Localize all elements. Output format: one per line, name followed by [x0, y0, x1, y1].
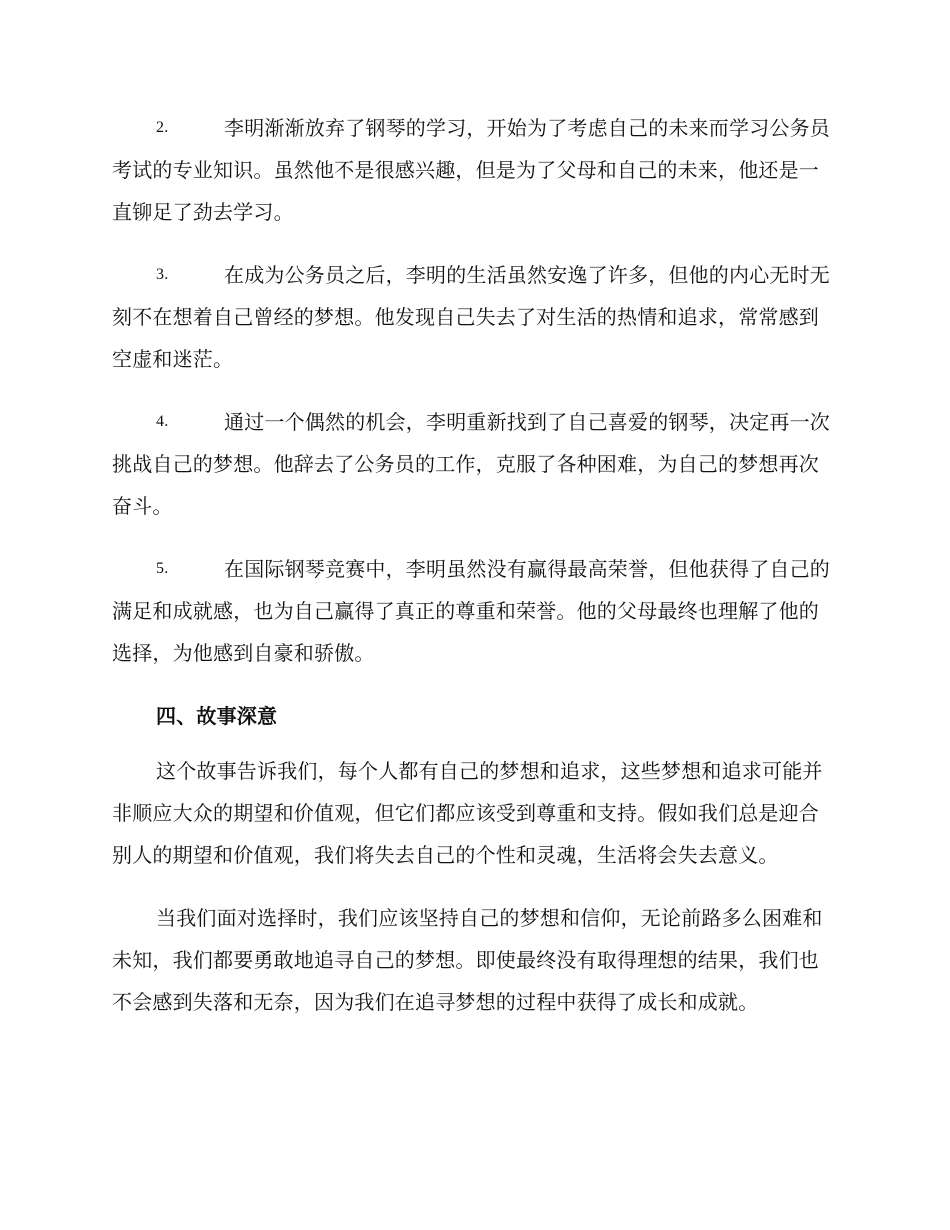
list-item-text: 李明渐渐放弃了钢琴的学习，开始为了考虑自己的未来而学习公务员考试的专业知识。虽然他不是很感兴趣，但是为了父母和自己的未来，他还是一直铆足了劲去学习。 — [112, 116, 830, 224]
body-paragraph-2: 当我们面对选择时，我们应该坚持自己的梦想和信仰，无论前路多么困难和未知，我们都要勇敢地追寻自己的梦想。即使最终没有取得理想的结果，我们也不会感到失落和无奈，因为我们在追寻梦想的过程中获得了成长和成就。 — [112, 906, 823, 1014]
list-item-3 — [112, 254, 832, 380]
list-item-text: 通过一个偶然的机会，李明重新找到了自己喜爱的钢琴，决定再一次挑战自己的梦想。他辞去了公务员的工作，克服了各种困难，为自己的梦想再次奋斗。 — [112, 410, 830, 518]
section-heading: 四、故事深意 — [156, 704, 278, 728]
list-item-5 — [112, 548, 832, 674]
list-item-number: 3. — [156, 266, 169, 283]
list-item-number: 2. — [156, 119, 169, 136]
list-item-number: 4. — [156, 413, 169, 430]
list-item-number: 5. — [156, 560, 169, 577]
list-item-text: 在成为公务员之后，李明的生活虽然安逸了许多，但他的内心无时无刻不在想着自己曾经的梦想。他发现自己失去了对生活的热情和追求，常常感到空虚和迷茫。 — [112, 263, 830, 371]
document-content — [112, 107, 832, 1044]
body-paragraph-1: 这个故事告诉我们，每个人都有自己的梦想和追求，这些梦想和追求可能并非顺应大众的期望和价值观，但它们都应该受到尊重和支持。假如我们总是迎合别人的期望和价值观，我们将失去自己的个性和灵魂，生活将会失去意义。 — [112, 759, 823, 867]
list-item-text: 在国际钢琴竞赛中，李明虽然没有赢得最高荣誉，但他获得了自己的满足和成就感，也为自己赢得了真正的尊重和荣誉。他的父母最终也理解了他的选择，为他感到自豪和骄傲。 — [112, 557, 830, 665]
list-item-2 — [112, 107, 832, 233]
list-item-4 — [112, 401, 832, 527]
